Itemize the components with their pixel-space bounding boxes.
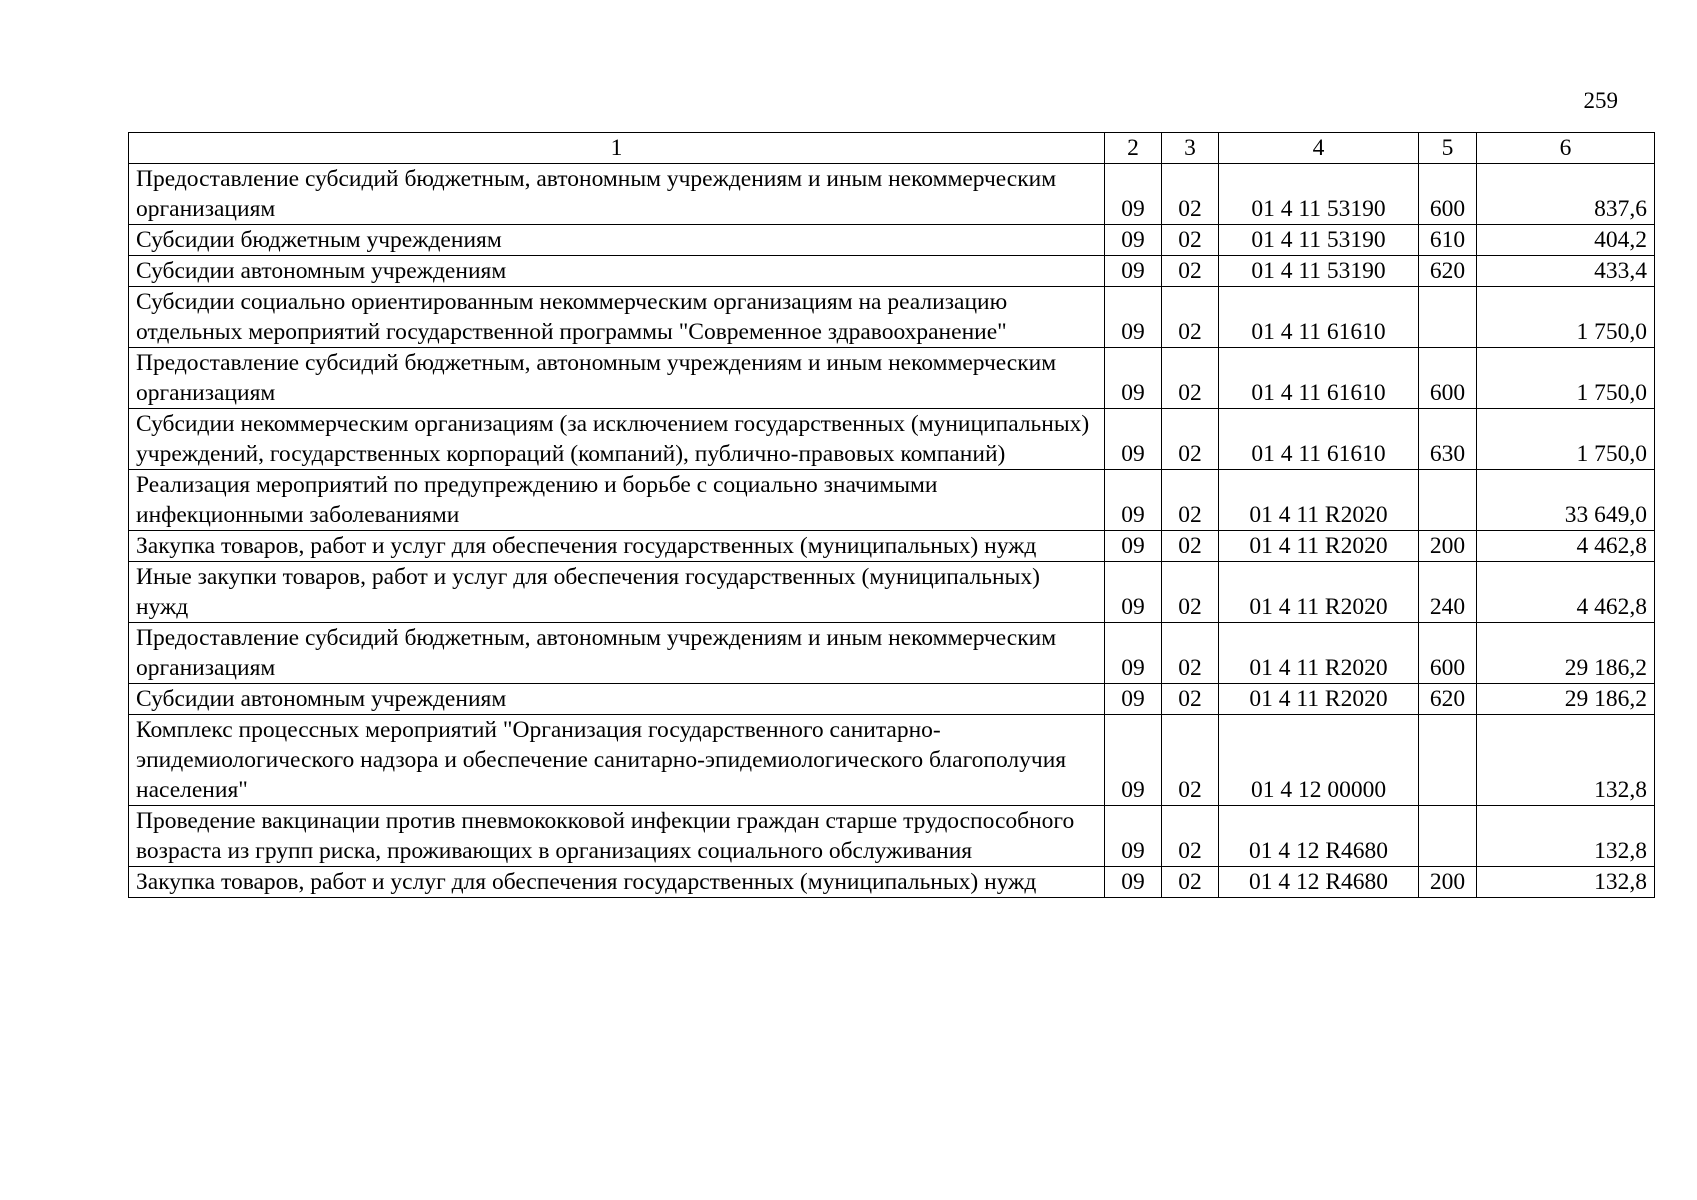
row-subsection-code: 02 (1162, 806, 1219, 867)
table-row (129, 348, 1655, 409)
row-subsection-code: 02 (1162, 867, 1219, 898)
row-section-code: 09 (1105, 806, 1162, 867)
row-amount: 132,8 (1477, 715, 1655, 806)
row-amount: 1 750,0 (1477, 287, 1655, 348)
row-name: Проведение вакцинации против пневмококковой инфекции граждан старше трудоспособного возраста из групп риска, проживающих в организациях социального обслуживания (129, 806, 1105, 867)
column-header-6: 6 (1477, 133, 1655, 164)
budget-table (128, 132, 1655, 898)
row-expense-type: 620 (1419, 684, 1477, 715)
row-subsection-code: 02 (1162, 256, 1219, 287)
row-name: Комплекс процессных мероприятий "Организация государственного санитарно-эпидемиологического надзора и обеспечение санитарно-эпидемиологического благополучия населения" (129, 715, 1105, 806)
row-subsection-code: 02 (1162, 225, 1219, 256)
row-section-code: 09 (1105, 225, 1162, 256)
row-name: Субсидии автономным учреждениям (129, 684, 1105, 715)
row-section-code: 09 (1105, 715, 1162, 806)
row-name: Иные закупки товаров, работ и услуг для обеспечения государственных (муниципальных) нужд (129, 562, 1105, 623)
row-name: Предоставление субсидий бюджетным, автономным учреждениям и иным некоммерческим организациям (129, 164, 1105, 225)
table-row (129, 867, 1655, 898)
row-expense-type: 600 (1419, 623, 1477, 684)
row-amount: 4 462,8 (1477, 562, 1655, 623)
column-header-3: 3 (1162, 133, 1219, 164)
row-subsection-code: 02 (1162, 715, 1219, 806)
column-header-4: 4 (1219, 133, 1419, 164)
page-number: 259 (1583, 88, 1618, 113)
row-amount: 1 750,0 (1477, 409, 1655, 470)
row-expense-type: 610 (1419, 225, 1477, 256)
row-target-article: 01 4 11 53190 (1219, 256, 1419, 287)
row-expense-type: 600 (1419, 348, 1477, 409)
row-target-article: 01 4 12 R4680 (1219, 867, 1419, 898)
row-amount: 404,2 (1477, 225, 1655, 256)
row-section-code: 09 (1105, 684, 1162, 715)
row-subsection-code: 02 (1162, 562, 1219, 623)
table-body (129, 164, 1655, 898)
row-expense-type: 630 (1419, 409, 1477, 470)
row-section-code: 09 (1105, 867, 1162, 898)
row-target-article: 01 4 11 R2020 (1219, 562, 1419, 623)
row-name: Субсидии некоммерческим организациям (за исключением государственных (муниципальных) учреждений, государственных корпораций (компаний), публично-правовых компаний) (129, 409, 1105, 470)
row-target-article: 01 4 11 R2020 (1219, 684, 1419, 715)
row-subsection-code: 02 (1162, 348, 1219, 409)
row-section-code: 09 (1105, 409, 1162, 470)
row-section-code: 09 (1105, 256, 1162, 287)
row-amount: 433,4 (1477, 256, 1655, 287)
row-target-article: 01 4 11 R2020 (1219, 623, 1419, 684)
table-row (129, 225, 1655, 256)
row-name: Реализация мероприятий по предупреждению и борьбе с социально значимыми инфекционными заболеваниями (129, 470, 1105, 531)
table-row (129, 531, 1655, 562)
row-expense-type: 600 (1419, 164, 1477, 225)
row-target-article: 01 4 11 53190 (1219, 164, 1419, 225)
row-expense-type (1419, 806, 1477, 867)
row-target-article: 01 4 11 R2020 (1219, 531, 1419, 562)
table-row (129, 409, 1655, 470)
table-row (129, 164, 1655, 225)
row-target-article: 01 4 11 53190 (1219, 225, 1419, 256)
row-subsection-code: 02 (1162, 287, 1219, 348)
table-row (129, 287, 1655, 348)
row-target-article: 01 4 12 R4680 (1219, 806, 1419, 867)
row-subsection-code: 02 (1162, 164, 1219, 225)
row-amount: 4 462,8 (1477, 531, 1655, 562)
row-expense-type: 240 (1419, 562, 1477, 623)
row-target-article: 01 4 12 00000 (1219, 715, 1419, 806)
row-expense-type (1419, 715, 1477, 806)
row-subsection-code: 02 (1162, 409, 1219, 470)
row-target-article: 01 4 11 R2020 (1219, 470, 1419, 531)
table-row (129, 715, 1655, 806)
column-header-1: 1 (129, 133, 1105, 164)
row-expense-type: 620 (1419, 256, 1477, 287)
row-section-code: 09 (1105, 531, 1162, 562)
table-row (129, 684, 1655, 715)
row-section-code: 09 (1105, 562, 1162, 623)
row-subsection-code: 02 (1162, 531, 1219, 562)
row-target-article: 01 4 11 61610 (1219, 348, 1419, 409)
row-amount: 132,8 (1477, 806, 1655, 867)
row-amount: 29 186,2 (1477, 684, 1655, 715)
row-name: Субсидии социально ориентированным некоммерческим организациям на реализацию отдельных мероприятий государственной программы "Современное здравоохранение" (129, 287, 1105, 348)
row-name: Предоставление субсидий бюджетным, автономным учреждениям и иным некоммерческим организациям (129, 348, 1105, 409)
row-amount: 132,8 (1477, 867, 1655, 898)
row-target-article: 01 4 11 61610 (1219, 287, 1419, 348)
row-section-code: 09 (1105, 470, 1162, 531)
row-section-code: 09 (1105, 623, 1162, 684)
row-subsection-code: 02 (1162, 684, 1219, 715)
row-amount: 33 649,0 (1477, 470, 1655, 531)
row-expense-type (1419, 470, 1477, 531)
row-section-code: 09 (1105, 164, 1162, 225)
row-expense-type (1419, 287, 1477, 348)
row-expense-type: 200 (1419, 531, 1477, 562)
row-name: Субсидии автономным учреждениям (129, 256, 1105, 287)
header-row (129, 133, 1655, 164)
row-subsection-code: 02 (1162, 623, 1219, 684)
row-section-code: 09 (1105, 287, 1162, 348)
table-row (129, 562, 1655, 623)
row-target-article: 01 4 11 61610 (1219, 409, 1419, 470)
row-name: Закупка товаров, работ и услуг для обеспечения государственных (муниципальных) нужд (129, 531, 1105, 562)
table-header (129, 133, 1655, 164)
row-name: Предоставление субсидий бюджетным, автономным учреждениям и иным некоммерческим организациям (129, 623, 1105, 684)
table-row (129, 256, 1655, 287)
column-header-5: 5 (1419, 133, 1477, 164)
row-name: Субсидии бюджетным учреждениям (129, 225, 1105, 256)
row-subsection-code: 02 (1162, 470, 1219, 531)
row-expense-type: 200 (1419, 867, 1477, 898)
row-amount: 29 186,2 (1477, 623, 1655, 684)
row-section-code: 09 (1105, 348, 1162, 409)
table-row (129, 806, 1655, 867)
row-name: Закупка товаров, работ и услуг для обеспечения государственных (муниципальных) нужд (129, 867, 1105, 898)
table-row (129, 470, 1655, 531)
row-amount: 837,6 (1477, 164, 1655, 225)
table-row (129, 623, 1655, 684)
column-header-2: 2 (1105, 133, 1162, 164)
row-amount: 1 750,0 (1477, 348, 1655, 409)
